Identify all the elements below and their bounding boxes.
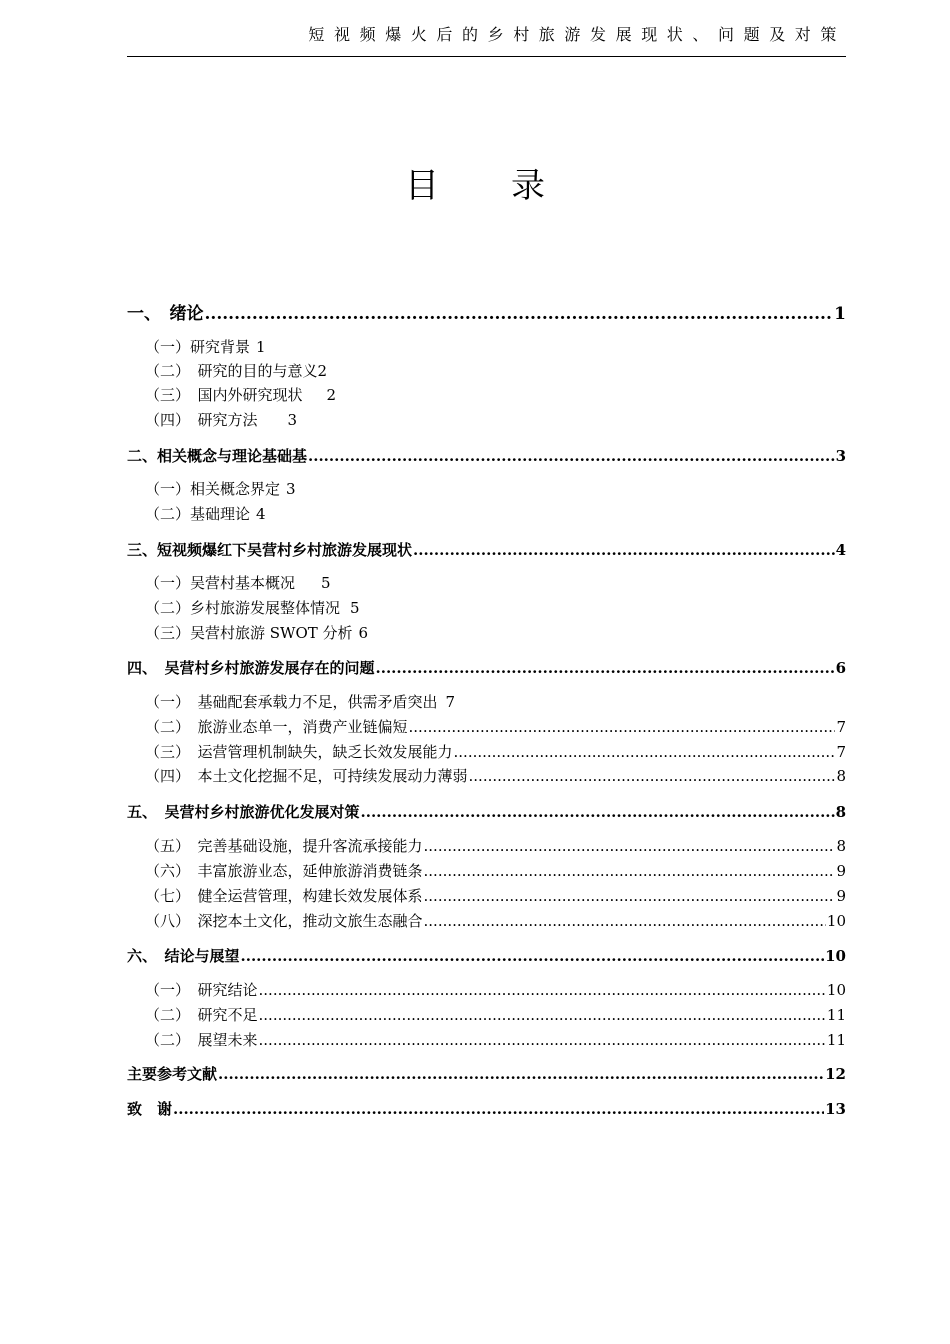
toc-entry-page: 10: [825, 947, 846, 965]
toc-entry[interactable]: [145, 503, 266, 525]
toc-entry[interactable]: [127, 1098, 846, 1120]
toc-entry-text: （一） 基础配套承载力不足，供需矛盾突出: [145, 693, 438, 711]
toc-entry[interactable]: [145, 835, 846, 857]
toc-entry-text: （四） 研究方法: [145, 411, 258, 429]
toc-entry[interactable]: [145, 409, 297, 431]
toc-leader-dots: [241, 945, 825, 967]
toc-leader-dots: [424, 835, 836, 857]
toc-entry[interactable]: [127, 801, 846, 823]
toc-entry[interactable]: [145, 622, 368, 644]
toc-entry-page: 7: [836, 743, 846, 761]
toc-entry-text: （一）吴营村基本概况: [145, 574, 296, 592]
toc-leader-dots: [259, 1029, 826, 1051]
toc-entry-page: 10: [826, 912, 846, 930]
toc-entry[interactable]: [145, 360, 327, 382]
toc-leader-dots: [361, 801, 835, 823]
toc-entry-text: （二） 展望未来: [145, 1031, 258, 1049]
toc-entry-text: 六、 结论与展望: [127, 947, 240, 965]
toc-entry-page: 12: [825, 1065, 846, 1083]
toc-entry[interactable]: [145, 885, 846, 907]
toc-leader-dots: [454, 741, 836, 763]
toc-entry-page: 6: [835, 659, 846, 677]
toc-entry[interactable]: [145, 741, 846, 763]
toc-entry[interactable]: [145, 860, 846, 882]
toc-leader-dots: [424, 910, 826, 932]
toc-entry-text: 一、 绪论: [127, 304, 204, 324]
toc-entry[interactable]: [145, 979, 846, 1001]
toc-entry-page: 3: [835, 447, 846, 465]
toc-entry-text: （六） 丰富旅游业态，延伸旅游消费链条: [145, 862, 423, 880]
toc-entry-page: 13: [825, 1100, 846, 1118]
toc-title-part2: 录: [511, 166, 545, 206]
toc-entry-text: 五、 吴营村乡村旅游优化发展对策: [127, 803, 360, 821]
toc-entry-text: 三、短视频爆红下吴营村乡村旅游发展现状: [127, 541, 413, 559]
toc-entry-page: 5: [350, 599, 360, 617]
toc-entry[interactable]: [145, 765, 846, 787]
toc-entry-text: （二）乡村旅游发展整体情况: [145, 599, 341, 617]
toc-entry[interactable]: [127, 539, 846, 561]
toc-entry[interactable]: [127, 445, 846, 467]
toc-leader-dots: [218, 1063, 824, 1085]
toc-entry[interactable]: [145, 1029, 846, 1051]
toc-entry[interactable]: [145, 572, 331, 594]
toc-entry[interactable]: [145, 478, 296, 500]
toc-leader-dots: [173, 1098, 824, 1120]
toc-entry-text: （三） 国内外研究现状: [145, 386, 303, 404]
toc-title-part1: 目: [405, 166, 439, 206]
toc-entry[interactable]: [145, 597, 360, 619]
toc-entry-text: （一）研究背景: [145, 338, 251, 356]
toc-entry-page: 2: [317, 362, 328, 380]
running-header: 短视频爆火后的乡村旅游发展现状、问题及对策: [308, 25, 846, 44]
toc-title: [0, 160, 950, 212]
toc-leader-dots: [469, 765, 836, 787]
header-rule: [127, 56, 846, 57]
toc-entry-page: 1: [256, 338, 266, 356]
toc-entry-page: 1: [834, 304, 846, 324]
toc-entry[interactable]: [145, 691, 455, 713]
toc-entry-page: 9: [836, 887, 846, 905]
toc-entry-text: （三）吴营村旅游 SWOT 分析: [145, 624, 353, 642]
toc-leader-dots: [259, 979, 826, 1001]
toc-entry[interactable]: [145, 336, 266, 358]
toc-entry-text: （二） 旅游业态单一，消费产业链偏短: [145, 718, 408, 736]
toc-entry[interactable]: [127, 945, 846, 967]
toc-entry-text: （八） 深挖本土文化，推动文旅生态融合: [145, 912, 423, 930]
toc-entry-page: 11: [826, 1031, 846, 1049]
toc-entry[interactable]: [127, 303, 846, 325]
toc-entry-page: 8: [835, 803, 846, 821]
toc-leader-dots: [424, 885, 836, 907]
toc-entry-page: 6: [358, 624, 369, 642]
toc-entry-text: （二） 研究不足: [145, 1006, 258, 1024]
toc-leader-dots: [205, 303, 834, 325]
toc-entry-page: 7: [445, 693, 456, 711]
toc-entry-page: 11: [826, 1006, 846, 1024]
toc-entry-text: （二）基础理论: [145, 505, 251, 523]
toc-entry-page: 8: [836, 767, 846, 785]
toc-entry-text: （三） 运营管理机制缺失，缺乏长效发展能力: [145, 743, 453, 761]
toc-entry-page: 10: [826, 981, 846, 999]
toc-entry[interactable]: [127, 1063, 846, 1085]
toc-entry-text: （七） 健全运营管理，构建长效发展体系: [145, 887, 423, 905]
toc-entry-text: 四、 吴营村乡村旅游发展存在的问题: [127, 659, 375, 677]
toc-entry-text: 致 谢: [127, 1100, 173, 1118]
toc-leader-dots: [259, 1004, 826, 1026]
toc-entry-text: （二） 研究的目的与意义: [145, 362, 318, 380]
toc-leader-dots: [308, 445, 835, 467]
toc-entry-page: 3: [287, 411, 298, 429]
toc-entry-text: 主要参考文献: [127, 1065, 218, 1083]
toc-leader-dots: [409, 716, 836, 738]
toc-entry-page: 9: [836, 862, 846, 880]
toc-entry-page: 3: [286, 480, 296, 498]
toc-entry-text: （四） 本土文化挖掘不足，可持续发展动力薄弱: [145, 767, 468, 785]
toc-entry-page: 2: [326, 386, 337, 404]
toc-leader-dots: [413, 539, 835, 561]
toc-entry[interactable]: [145, 910, 846, 932]
toc-entry[interactable]: [145, 1004, 846, 1026]
toc-entry-page: 8: [836, 837, 846, 855]
toc-entry-text: 二、相关概念与理论基础基: [127, 447, 308, 465]
toc-entry-text: （一） 研究结论: [145, 981, 258, 999]
toc-leader-dots: [424, 860, 836, 882]
toc-entry-page: 4: [835, 541, 846, 559]
toc-entry[interactable]: [127, 657, 846, 679]
toc-entry[interactable]: [145, 384, 336, 406]
toc-entry-text: （一）相关概念界定: [145, 480, 281, 498]
toc-entry[interactable]: [145, 716, 846, 738]
toc-entry-text: （五） 完善基础设施，提升客流承接能力: [145, 837, 423, 855]
toc-leader-dots: [376, 657, 835, 679]
toc-entry-page: 7: [836, 718, 846, 736]
toc-entry-page: 5: [321, 574, 331, 592]
toc-entry-page: 4: [256, 505, 266, 523]
